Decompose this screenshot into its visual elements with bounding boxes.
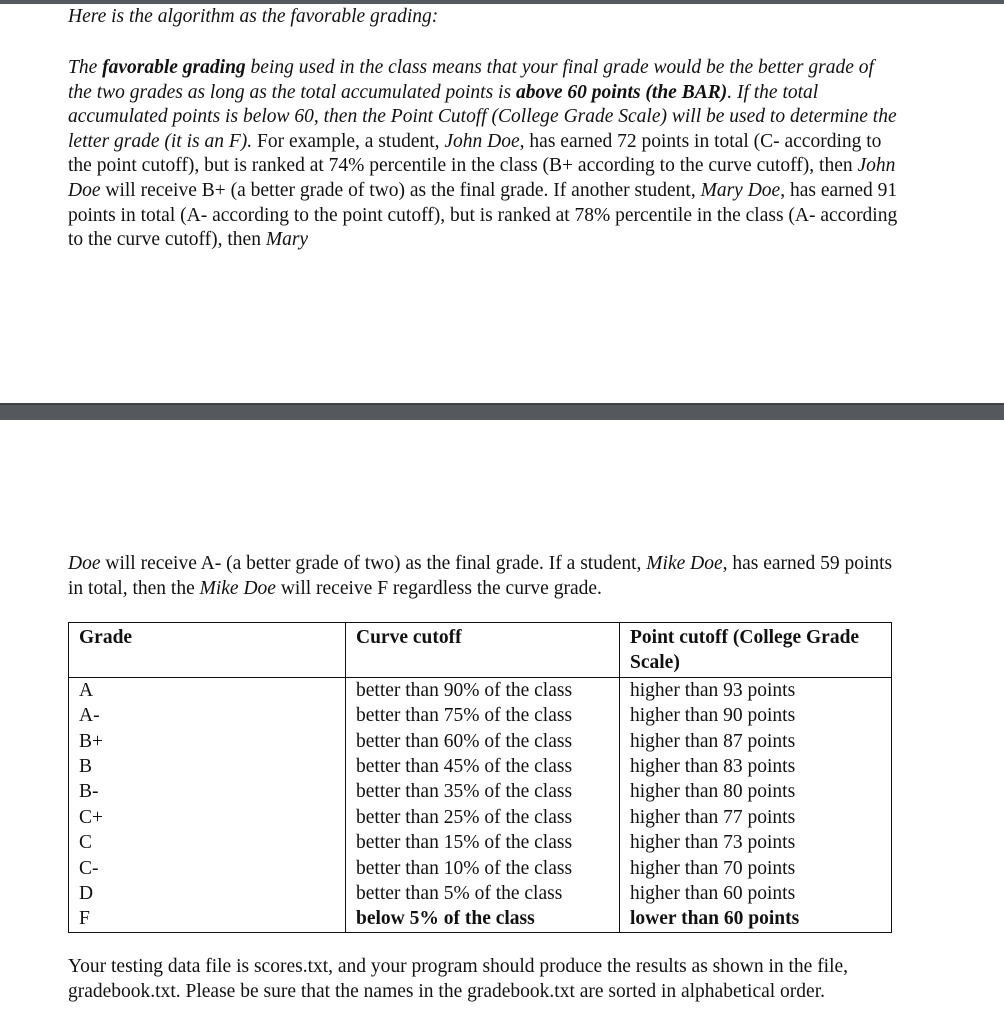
table-row: C- better than 10% of the class higher than 70 points [69, 856, 892, 881]
continued-text: Doe will receive A- (a better grade of two) as the final grade. If a student, Mike Doe, has earned 59 points in total, then the Mike Doe will receive F regardless the curve grade. [68, 553, 893, 599]
top-page-edge [0, 0, 1004, 4]
table-row: C better than 15% of the class higher than 73 points [69, 830, 892, 855]
table-row: C+ better than 25% of the class higher than 77 points [69, 805, 892, 830]
footer-text: Your testing data file is scores.txt, and your program should produce the results as shown in the file, gradebook.txt. Please be sure that the names in the gradebook.txt are sorted in alphabetical order. [68, 956, 849, 1002]
table-row: A- better than 75% of the class higher than 90 points [69, 703, 892, 728]
grade-cutoff-table [68, 622, 892, 933]
table-row: D better than 5% of the class higher than 60 points [69, 881, 892, 906]
section-heading: Here is the algorithm as the favorable grading: [68, 6, 439, 27]
continued-paragraph [68, 552, 898, 601]
table-row: F below 5% of the class lower than 60 points [69, 906, 892, 932]
page-break-divider [0, 403, 1004, 420]
table-row: B better than 45% of the class higher than 83 points [69, 754, 892, 779]
algorithm-paragraph [68, 56, 898, 253]
table-row: B- better than 35% of the class higher than 80 points [69, 779, 892, 804]
table-row: A better than 90% of the class higher than 93 points [69, 677, 892, 703]
algorithm-text: The favorable grading being used in the class means that your final grade would be the better grade of the two grades as long as the total accumulated points is above 60 points (the BAR). If the total accumulated points is below 60, then the Point Cutoff (College Grade Scale) will be used to determine the letter grade (it is an F). For example, a student, John Doe, has earned 72 points in total (C- according to the point cutoff), but is ranked at 74% percentile in the class (B+ according to the curve cutoff), then John Doe will receive B+ (a better grade of two) as the final grade. If another student, Mary Doe, has earned 91 points in total (A- according to the point cutoff), but is ranked at 78% percentile in the class (A- according to the curve cutoff), then Mary [68, 57, 898, 251]
header-point-cutoff: Point cutoff (College Grade Scale) [620, 623, 892, 678]
header-curve-cutoff: Curve cutoff [346, 623, 620, 678]
footer-paragraph [68, 955, 898, 1004]
header-grade: Grade [69, 623, 346, 678]
table-row: B+ better than 60% of the class higher than 87 points [69, 729, 892, 754]
table-header-row [69, 623, 892, 678]
